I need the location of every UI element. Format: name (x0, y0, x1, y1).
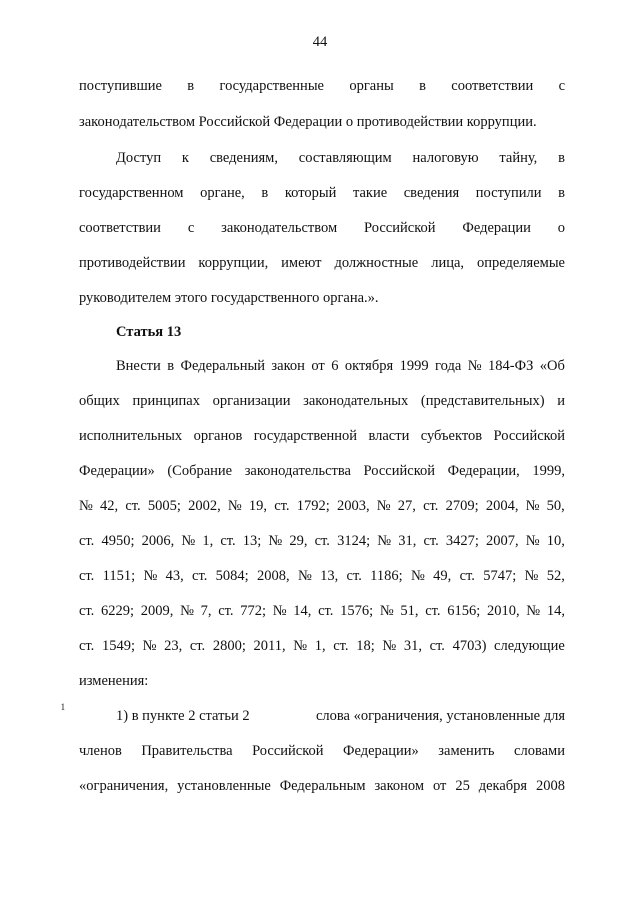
word: в (187, 78, 195, 94)
text-line (79, 392, 565, 410)
word: 51, (400, 603, 419, 619)
article-heading: Статья 13 (116, 324, 182, 340)
word: ст. (189, 638, 206, 654)
word: в (558, 150, 565, 166)
word: законодательных (303, 393, 409, 409)
word: определяемые (476, 255, 565, 271)
word: № (293, 638, 308, 654)
word: 29, (289, 533, 308, 549)
word: должностные (334, 255, 419, 271)
word: соответствии (451, 78, 534, 94)
word: № (525, 498, 540, 514)
word: ст. (220, 533, 236, 549)
word: 27, (397, 498, 416, 514)
word: 4703) (452, 638, 487, 654)
word: ст. (79, 568, 95, 584)
text-fragment: 1) в пункте 2 статьи 2 (116, 708, 250, 724)
text-line (79, 777, 565, 795)
word: № (410, 568, 425, 584)
word: Федеральным (279, 778, 366, 794)
word: ст. (318, 603, 334, 619)
text-line (116, 149, 565, 167)
word: № (382, 638, 397, 654)
word: поступившие (79, 78, 162, 94)
word: Федерации (462, 220, 531, 236)
text-line (79, 532, 565, 550)
word: ст. (459, 568, 475, 584)
word: ст. (423, 498, 439, 514)
word: (Собрание (167, 463, 233, 479)
word: 42, (100, 498, 119, 514)
word: 2004, (485, 498, 519, 514)
text-line (60, 702, 565, 725)
text-line (79, 254, 565, 272)
word: 23, (164, 638, 183, 654)
word: Федерации» (79, 463, 155, 479)
text-line (116, 357, 565, 375)
word: соответствии (79, 220, 161, 236)
word: который (284, 185, 337, 201)
word: ст. (192, 568, 208, 584)
word: 2800; (212, 638, 246, 654)
word: с (187, 220, 195, 236)
word: Российской (493, 428, 565, 444)
word: Федерации» (343, 743, 419, 759)
word: 2008, (257, 568, 290, 584)
word: 1576; (340, 603, 374, 619)
word: 1549; (101, 638, 135, 654)
word: установленные (177, 778, 271, 794)
text-line: изменения: (79, 673, 149, 689)
word: и (557, 393, 565, 409)
word: в (167, 358, 175, 374)
word: 2003, (336, 498, 370, 514)
word: имеют (281, 255, 322, 271)
word: 772; (240, 603, 266, 619)
text-line (79, 462, 565, 480)
word: 3124; (337, 533, 371, 549)
word: сведениям, (209, 150, 278, 166)
superscript: 1 (60, 702, 66, 712)
word: ст. (125, 498, 141, 514)
word: органов (193, 428, 243, 444)
word: 14, (293, 603, 312, 619)
word: № (377, 533, 392, 549)
word: 18; (356, 638, 375, 654)
word: в (419, 78, 426, 94)
word: ст. (346, 568, 362, 584)
text-line (79, 77, 565, 95)
word: Российской (364, 220, 436, 236)
word: 5005; (147, 498, 181, 514)
word: от (311, 358, 325, 374)
word: 1792; (296, 498, 330, 514)
word: в (558, 185, 565, 201)
word: исполнительных (79, 428, 183, 444)
word: 2002, (188, 498, 221, 514)
word: октября (344, 358, 394, 374)
word: Доступ (116, 150, 162, 166)
word: заменить (438, 743, 495, 759)
word: государственные (219, 78, 324, 94)
word: 49, (433, 568, 452, 584)
word: № (227, 498, 242, 514)
word: 13; (242, 533, 262, 549)
word: 1186; (370, 568, 403, 584)
text-line (79, 602, 565, 620)
word: в (261, 185, 269, 201)
text-line (79, 567, 565, 585)
word: ст. (79, 638, 95, 654)
word: 13, (320, 568, 339, 584)
text-line (79, 497, 565, 515)
word: власти (368, 428, 410, 444)
word: № (297, 568, 312, 584)
word: 1, (202, 533, 214, 549)
text-line (79, 637, 565, 655)
word: ст. (218, 603, 234, 619)
word: 3427; (445, 533, 479, 549)
word: ст. (423, 533, 439, 549)
word: «Об (539, 358, 565, 374)
word: закон (271, 358, 305, 374)
word: 50, (546, 498, 565, 514)
word: 14, (546, 603, 565, 619)
word: противодействии (79, 255, 186, 271)
word: Российской (252, 743, 324, 759)
word: коррупции, (198, 255, 269, 271)
word: декабря (478, 778, 528, 794)
text-line (79, 184, 565, 202)
word: № (142, 638, 157, 654)
word: № (180, 603, 194, 619)
word: государственном (79, 185, 184, 201)
page-number: 44 (312, 34, 328, 50)
word: Федерации, (447, 463, 520, 479)
word: «ограничения, (79, 778, 169, 794)
word: 1151; (102, 568, 136, 584)
word: ст. (274, 498, 290, 514)
word: ст. (425, 603, 441, 619)
word: 4950; (101, 533, 135, 549)
word: № (181, 533, 196, 549)
word: года (435, 358, 462, 374)
word: от (433, 778, 447, 794)
word: тайну, (499, 150, 538, 166)
word: 184-ФЗ (488, 358, 534, 374)
word: Российской (363, 463, 436, 479)
word: 2709; (445, 498, 479, 514)
word: № (376, 498, 391, 514)
word: такие (352, 185, 388, 201)
word: законодательства (244, 463, 351, 479)
word: № (268, 533, 283, 549)
word: 1999, (532, 463, 565, 479)
word: 52, (546, 568, 565, 584)
text-line (79, 219, 565, 237)
word: следующие (494, 638, 565, 654)
word: 6156; (447, 603, 481, 619)
word: к (181, 150, 189, 166)
word: 1, (314, 638, 326, 654)
word: ст. (429, 638, 445, 654)
word: государственной (253, 428, 358, 444)
word: № (524, 568, 539, 584)
word: 43, (165, 568, 184, 584)
word: 19, (248, 498, 268, 514)
word: сведения (403, 185, 460, 201)
word: 1999 (399, 358, 429, 374)
word: лица, (431, 255, 465, 271)
text-line: законодательством Российской Федерации о противодействии коррупции. (79, 114, 537, 130)
word: о (557, 220, 565, 236)
word: № (272, 603, 287, 619)
word: Правительства (141, 743, 233, 759)
word: 2009, (140, 603, 174, 619)
word: 6 (331, 358, 339, 374)
word: принципах (132, 393, 200, 409)
word: № (79, 498, 93, 514)
word: 6229; (101, 603, 135, 619)
word: налоговую (412, 150, 479, 166)
word: № (379, 603, 394, 619)
word: членов (79, 743, 122, 759)
word: 25 (455, 778, 470, 794)
word: № (143, 568, 158, 584)
word: организации (212, 393, 291, 409)
word: 7, (200, 603, 212, 619)
word: № (525, 533, 540, 549)
word: ст. (79, 603, 95, 619)
word: 5084; (215, 568, 249, 584)
word: 2011, (253, 638, 286, 654)
word: законодательством (221, 220, 338, 236)
word: 2006, (141, 533, 175, 549)
word: № (526, 603, 541, 619)
text-line (79, 427, 565, 445)
word: ст. (79, 533, 95, 549)
text-line (79, 742, 565, 760)
word: органе, (200, 185, 245, 201)
word: 2007, (486, 533, 519, 549)
word: № (467, 358, 482, 374)
word: с (558, 78, 565, 94)
word: Внести (116, 358, 161, 374)
word: 2008 (536, 778, 565, 794)
word: словами (514, 743, 565, 759)
word: органы (349, 78, 394, 94)
word: ст. (333, 638, 349, 654)
text-line: руководителем этого государственного органа.». (79, 290, 379, 306)
word: 31, (403, 638, 422, 654)
word: поступили (475, 185, 542, 201)
word: 31, (398, 533, 417, 549)
text-fragment: слова «ограничения, установленные для (315, 708, 565, 724)
word: законом (374, 778, 425, 794)
word: субъектов (420, 428, 483, 444)
word: Федеральный (180, 358, 265, 374)
word: (представительных) (420, 393, 545, 409)
word: общих (79, 393, 120, 409)
word: составляющим (298, 150, 392, 166)
word: 2010, (486, 603, 520, 619)
word: 10, (546, 533, 565, 549)
word: ст. (314, 533, 330, 549)
word: 5747; (483, 568, 517, 584)
